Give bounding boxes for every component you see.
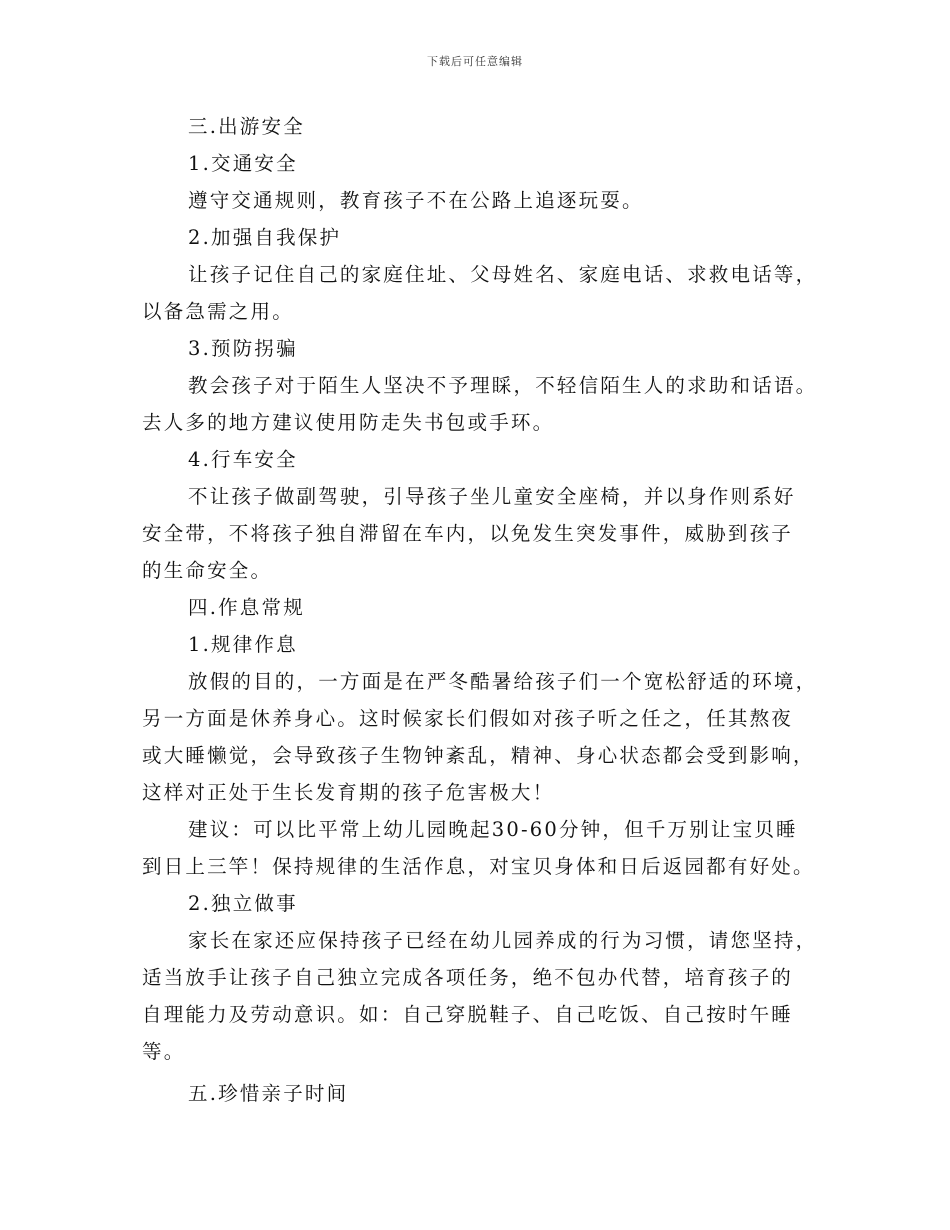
text-line: 家长在家还应保持孩子已经在幼儿园养成的行为习惯，请您坚持，: [188, 929, 818, 952]
text-line: 自理能力及劳动意识。如：自己穿脱鞋子、自己吃饭、自己按时午睡: [142, 1003, 794, 1026]
text-line: 以备急需之用。: [142, 300, 294, 323]
text-line: 1.交通安全: [188, 152, 298, 175]
text-line: 到日上三竿！保持规律的生活作息，对宝贝身体和日后返园都有好处。: [142, 855, 815, 878]
page-header: 下载后可任意编辑: [427, 55, 523, 68]
text-line: 另一方面是休养身心。这时候家长们假如对孩子听之任之，任其熬夜: [142, 707, 794, 730]
text-line: 2.加强自我保护: [188, 226, 342, 249]
text-line: 放假的目的，一方面是在严冬酷暑给孩子们一个宽松舒适的环境，: [188, 670, 818, 693]
text-line: 4.行车安全: [188, 448, 298, 471]
document-body: [142, 108, 818, 1112]
text-line: 或大睡懒觉，会导致孩子生物钟紊乱，精神、身心状态都会受到影响，: [142, 744, 815, 767]
text-line: 安全带，不将孩子独自滞留在车内，以免发生突发事件，威胁到孩子: [142, 522, 794, 545]
text-line: 1.规律作息: [188, 633, 298, 656]
text-line: 3.预防拐骗: [188, 337, 298, 360]
text-line: 2.独立做事: [188, 892, 298, 915]
text-line: 等。: [142, 1040, 186, 1063]
text-line: 让孩子记住自己的家庭住址、父母姓名、家庭电话、求救电话等，: [188, 263, 818, 286]
text-line: 这样对正处于生长发育期的孩子危害极大！: [142, 781, 555, 804]
text-line: 去人多的地方建议使用防走失书包或手环。: [142, 411, 555, 434]
text-line: 三.出游安全: [188, 115, 305, 138]
text-line: 遵守交通规则，教育孩子不在公路上追逐玩耍。: [188, 189, 644, 212]
text-line: 的生命安全。: [142, 559, 273, 582]
text-line: 五.珍惜亲子时间: [188, 1082, 349, 1105]
text-line: 教会孩子对于陌生人坚决不予理睬，不轻信陌生人的求助和话语。: [188, 374, 818, 397]
text-line: 适当放手让孩子自己独立完成各项任务，绝不包办代替，培育孩子的: [142, 966, 794, 989]
text-line: 不让孩子做副驾驶，引导孩子坐儿童安全座椅，并以身作则系好: [188, 485, 796, 508]
text-line: 建议：可以比平常上幼儿园晚起30-60分钟，但千万别让宝贝睡: [188, 818, 798, 841]
text-line: 四.作息常规: [188, 596, 305, 619]
